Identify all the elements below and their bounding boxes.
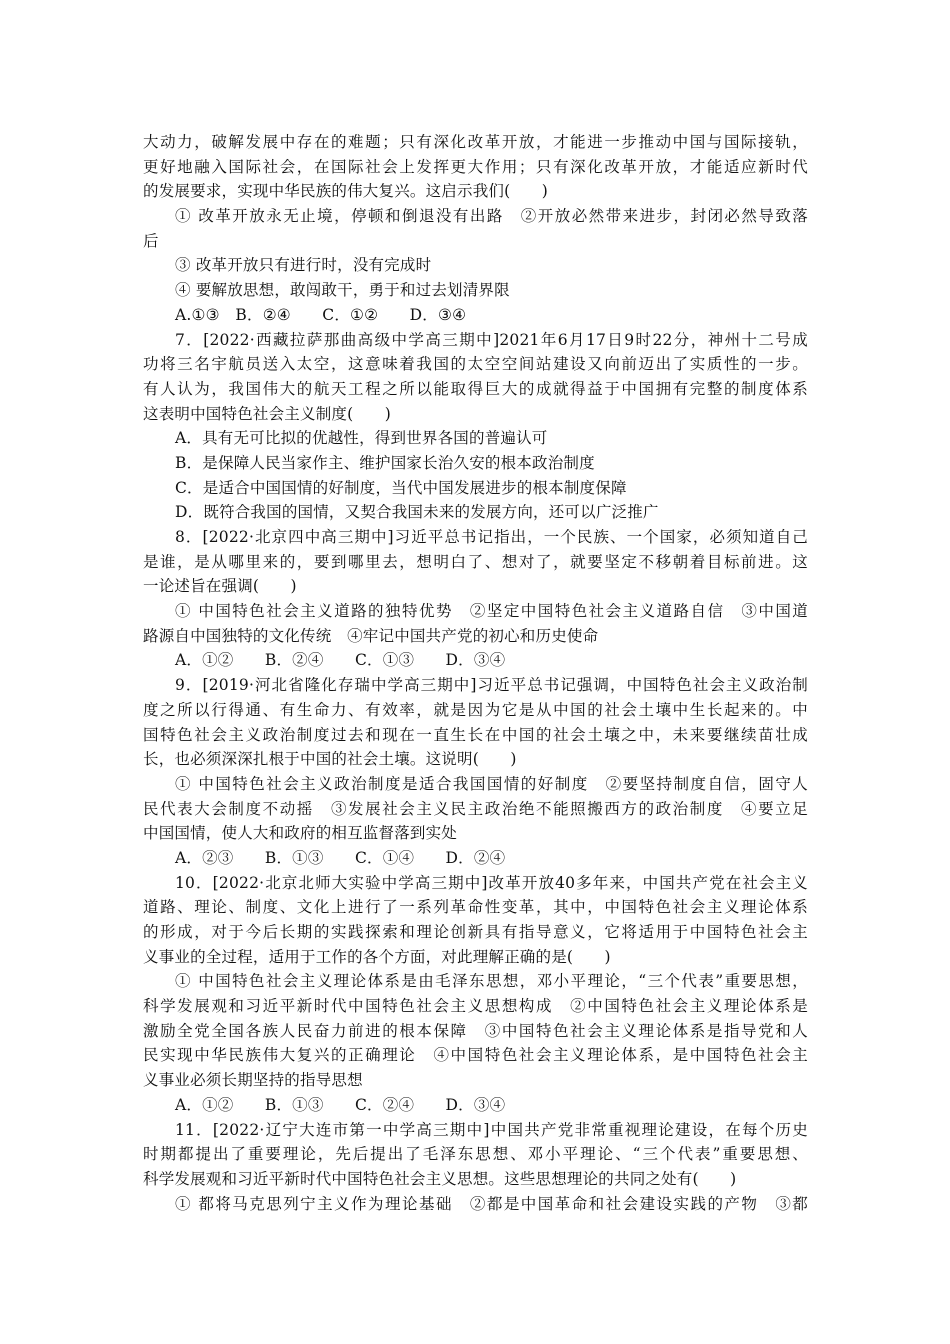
text-line: 激励全党全国各族人民奋力前进的根本保障 ③中国特色社会主义理论体系是指导党和人 [143, 1021, 808, 1040]
text-line: A．②③ B．①③ C．①④ D．②④ [175, 848, 506, 867]
text-line: 后 [143, 231, 159, 250]
text-line: ① 都将马克思列宁主义作为理论基础 ②都是中国革命和社会建设实践的产物 ③都 [175, 1194, 808, 1213]
text-line: 10．[2022·北京北师大实验中学高三期中]改革开放40多年来，中国共产党在社会主义 [175, 873, 808, 892]
text-line: 路源自中国独特的文化传统 ④牢记中国共产党的初心和历史使命 [143, 626, 599, 645]
text-line: 一论述旨在强调( ) [143, 577, 297, 596]
text-line: 大动力，破解发展中存在的难题；只有深化改革开放，才能进一步推动中国与国际接轨， [143, 133, 808, 151]
text-line: 8．[2022·北京四中高三期中]习近平总书记指出，一个民族、一个国家，必须知道自己 [175, 528, 808, 546]
text-line: 科学发展观和习近平新时代中国特色社会主义思想构成 ②中国特色社会主义理论体系是 [143, 997, 808, 1016]
text-line: 国特色社会主义政治制度过去和现在一直生长在中国的社会土壤之中，未来要继续苗壮成 [143, 725, 808, 744]
text-line: 的发展要求，实现中华民族的伟大复兴。这启示我们( ) [143, 182, 548, 201]
text-line: C．是适合中国国情的好制度，当代中国发展进步的根本制度保障 [175, 478, 627, 497]
text-line: 的形成，对于今后长期的实践探索和理论创新具有指导意义，它将适用于中国特色社会主 [143, 923, 808, 941]
text-line: 7．[2022·西藏拉萨那曲高级中学高三期中]2021年6月17日9时22分，神州十二号成 [175, 330, 808, 349]
text-line: D．既符合我国的国情，又契合我国未来的发展方向，还可以广泛推广 [175, 503, 659, 522]
text-line: 11．[2022·辽宁大连市第一中学高三期中]中国共产党非常重视理论建设，在每个历史 [175, 1120, 808, 1139]
text-line: A．①② B．②④ C．①③ D．③④ [175, 651, 506, 670]
text-line: 道路、理论、制度、文化上进行了一系列革命性变革，其中，中国特色社会主义理论体系 [143, 898, 808, 917]
text-line: ① 中国特色社会主义理论体系是由毛泽东思想，邓小平理论，“三个代表”重要思想， [175, 972, 808, 991]
text-line: 9．[2019·河北省隆化存瑞中学高三期中]习近平总书记强调，中国特色社会主义政治制 [175, 676, 808, 695]
text-line: 民代表大会制度不动摇 ③发展社会主义民主政治绝不能照搬西方的政治制度 ④要立足 [143, 799, 808, 818]
text-line: 民实现中华民族伟大复兴的正确理论 ④中国特色社会主义理论体系，是中国特色社会主 [143, 1046, 808, 1065]
text-line: ① 改革开放永无止境，停顿和倒退没有出路 ②开放必然带来进步，封闭必然导致落 [175, 207, 808, 226]
text-line: ④ 要解放思想，敢闯敢干，勇于和过去划清界限 [175, 281, 510, 300]
text-line: 中国国情，使人大和政府的相互监督落到实处 [143, 824, 458, 843]
text-line: A.①③ B．②④ C．①② D．③④ [175, 305, 467, 324]
text-line: 长，也必须深深扎根于中国的社会土壤。这说明( ) [143, 750, 517, 769]
text-line: 这表明中国特色社会主义制度( ) [143, 404, 391, 423]
text-line: 度之所以行得通、有生命力、有效率，就是因为它是从中国的社会土壤中生长起来的。中 [143, 700, 808, 719]
text-line: 时期都提出了重要理论，先后提出了毛泽东思想、邓小平理论、“三个代表”重要思想、 [143, 1145, 808, 1164]
text-line: 义事业必须长期坚持的指导思想 [143, 1071, 363, 1090]
text-line: 义事业的全过程，适用于工作的各个方面，对此理解正确的是( ) [143, 947, 611, 966]
text-line: ① 中国特色社会主义政治制度是适合我国国情的好制度 ②要坚持制度自信，固守人 [175, 774, 808, 793]
text-line: 功将三名宇航员送入太空，这意味着我国的太空空间站建设又向前迈出了实质性的一步。 [143, 355, 808, 374]
text-line: A．具有无可比拟的优越性，得到世界各国的普遍认可 [175, 429, 548, 448]
text-line: B．是保障人民当家作主、维护国家长治久安的根本政治制度 [175, 453, 595, 472]
text-line: 科学发展观和习近平新时代中国特色社会主义思想。这些思想理论的共同之处有( ) [143, 1169, 737, 1188]
text-line: 是谁，是从哪里来的，要到哪里去，想明白了、想对了，就要坚定不移朝着目标前进。这 [143, 552, 808, 571]
text-line: ③ 改革开放只有进行时，没有完成时 [175, 256, 432, 275]
text-line: 有人认为，我国伟大的航天工程之所以能取得巨大的成就得益于中国拥有完整的制度体系 [143, 379, 808, 398]
document-page [143, 130, 808, 1216]
text-line: 更好地融入国际社会，在国际社会上发挥更大作用；只有深化改革开放，才能适应新时代 [143, 157, 808, 176]
text-line: ① 中国特色社会主义道路的独特优势 ②坚定中国特色社会主义道路自信 ③中国道 [175, 602, 808, 621]
text-line: A．①② B．①③ C．②④ D．③④ [175, 1095, 506, 1114]
